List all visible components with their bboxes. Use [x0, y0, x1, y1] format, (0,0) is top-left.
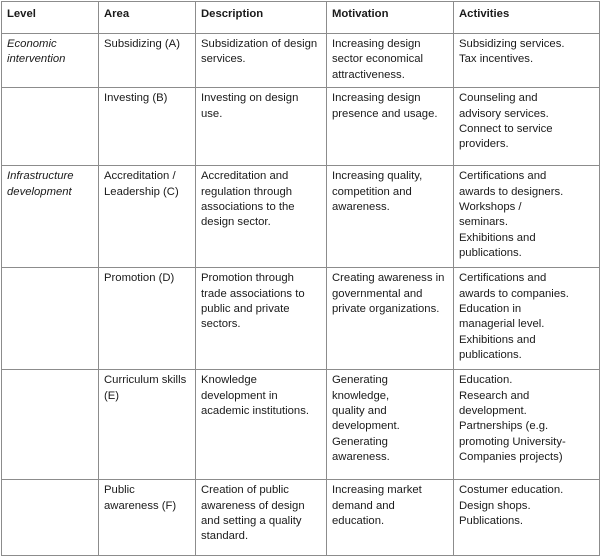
description-text-line: sectors.: [201, 318, 241, 331]
activities-cell: [454, 370, 600, 480]
activities-text-line: Exhibitions and: [459, 333, 536, 346]
description-text-line: standard.: [201, 530, 249, 543]
activities-text-line: Companies projects): [459, 451, 563, 464]
motivation-text-line: Generating knowledge,: [332, 374, 390, 402]
activities-text-line: Costumer education.: [459, 484, 564, 497]
description-text-line: awareness of design: [201, 499, 305, 512]
activities-cell: [454, 480, 600, 556]
description-text-line: services.: [201, 53, 246, 66]
table-row: [2, 88, 600, 166]
activities-text-line: publications.: [459, 247, 522, 260]
activities-text-line: development.: [459, 405, 527, 418]
level-cell: [2, 480, 99, 556]
activities-text-line: seminars.: [459, 216, 508, 229]
area-cell: [99, 166, 196, 268]
header-motivation: Motivation: [327, 2, 454, 34]
area-text-line: Leadership (C): [104, 185, 179, 198]
motivation-text-line: Creating awareness in: [332, 272, 445, 285]
area-text-line: Accreditation /: [104, 170, 176, 183]
level-cell: [2, 268, 99, 370]
description-cell: [196, 34, 327, 88]
level-cell: [2, 370, 99, 480]
level-text-line: development: [7, 185, 72, 198]
motivation-text-line: Increasing quality,: [332, 170, 423, 183]
description-cell: [196, 370, 327, 480]
motivation-text-line: quality and: [332, 405, 387, 418]
motivation-text-line: Increasing market: [332, 484, 422, 497]
motivation-cell: [327, 480, 454, 556]
area-cell: [99, 370, 196, 480]
area-cell: [99, 88, 196, 166]
area-text-line: Promotion (D): [104, 272, 175, 285]
description-text-line: development in: [201, 389, 278, 402]
description-text-line: public and private: [201, 303, 290, 316]
motivation-cell: [327, 34, 454, 88]
level-cell: [2, 34, 99, 88]
activities-text-line: publications.: [459, 349, 522, 362]
area-text-line: (E): [104, 389, 120, 402]
activities-cell: [454, 34, 600, 88]
area-text-line: Curriculum skills: [104, 374, 187, 387]
table-header: [2, 2, 600, 34]
header-row: [2, 2, 600, 34]
area-text-line: Subsidizing (A): [104, 38, 180, 50]
description-text-line: and setting a quality: [201, 515, 302, 528]
description-text-line: Knowledge: [201, 374, 257, 387]
header-level: Level: [2, 2, 99, 34]
description-text-line: Promotion through: [201, 272, 294, 285]
description-cell: [196, 480, 327, 556]
motivation-text-line: Increasing design: [332, 38, 421, 50]
level-text-line: Infrastructure: [7, 170, 74, 183]
activities-text-line: awards to companies.: [459, 287, 569, 300]
activities-text-line: Research and: [459, 389, 530, 402]
area-text-line: Investing (B): [104, 92, 168, 105]
motivation-cell: [327, 88, 454, 166]
area-cell: [99, 268, 196, 370]
level-cell: [2, 166, 99, 268]
activities-text-line: awards to designers.: [459, 185, 564, 198]
motivation-text-line: demand and education.: [332, 499, 395, 528]
activities-text-line: Tax incentives.: [459, 53, 534, 66]
header-area: Area: [99, 2, 196, 34]
table-body: [2, 34, 600, 556]
level-text-line: Economic: [7, 38, 57, 50]
motivation-cell: [327, 370, 454, 480]
activities-text-line: providers.: [459, 138, 509, 151]
activities-text-line: managerial level.: [459, 318, 545, 331]
activities-text-line: Subsidizing services.: [459, 38, 565, 50]
description-text-line: design sector.: [201, 216, 271, 229]
activities-text-line: Certifications and: [459, 272, 547, 285]
activities-text-line: Design shops.: [459, 499, 531, 512]
motivation-text-line: Generating awareness.: [332, 435, 390, 464]
motivation-cell: [327, 166, 454, 268]
motivation-text-line: presence and usage.: [332, 107, 438, 120]
activities-text-line: Workshops /: [459, 201, 522, 214]
design-policy-table: [1, 1, 600, 556]
area-text-line: awareness (F): [104, 499, 177, 512]
table-row: [2, 34, 600, 88]
motivation-text-line: governmental and: [332, 287, 423, 300]
motivation-text-line: attractiveness.: [332, 68, 405, 81]
level-cell: [2, 88, 99, 166]
description-cell: [196, 166, 327, 268]
description-text-line: Accreditation and: [201, 170, 289, 183]
activities-cell: [454, 268, 600, 370]
activities-text-line: Counseling and: [459, 92, 538, 105]
description-text-line: associations to the: [201, 201, 295, 214]
motivation-text-line: private organizations.: [332, 303, 440, 316]
motivation-cell: [327, 268, 454, 370]
motivation-text-line: development.: [332, 420, 400, 433]
activities-text-line: Partnerships (e.g.: [459, 420, 549, 433]
activities-text-line: Certifications and: [459, 170, 547, 183]
motivation-text-line: competition and: [332, 185, 412, 198]
description-cell: [196, 268, 327, 370]
activities-text-line: Publications.: [459, 515, 524, 528]
activities-text-line: promoting University-: [459, 435, 566, 448]
motivation-text-line: sector economical: [332, 53, 424, 66]
activities-text-line: advisory services.: [459, 107, 549, 120]
activities-text-line: Education in: [459, 303, 522, 316]
header-description: Description: [196, 2, 327, 34]
motivation-text-line: awareness.: [332, 201, 390, 214]
description-text-line: Subsidization of design: [201, 38, 318, 50]
area-text-line: Public: [104, 484, 135, 497]
activities-cell: [454, 88, 600, 166]
activities-text-line: Education.: [459, 374, 513, 387]
level-text-line: intervention: [7, 53, 66, 66]
header-activities: Activities: [454, 2, 600, 34]
description-cell: [196, 88, 327, 166]
activities-cell: [454, 166, 600, 268]
area-cell: [99, 34, 196, 88]
table-row: [2, 370, 600, 480]
description-text-line: trade associations to: [201, 287, 305, 300]
activities-text-line: Connect to service: [459, 123, 553, 136]
description-text-line: Investing on design use.: [201, 92, 299, 120]
table-row: [2, 166, 600, 268]
description-text-line: Creation of public: [201, 484, 289, 497]
table-row: [2, 480, 600, 556]
description-text-line: regulation through: [201, 185, 293, 198]
description-text-line: academic institutions.: [201, 405, 309, 418]
area-cell: [99, 480, 196, 556]
motivation-text-line: Increasing design: [332, 92, 421, 105]
activities-text-line: Exhibitions and: [459, 231, 536, 244]
table-row: [2, 268, 600, 370]
